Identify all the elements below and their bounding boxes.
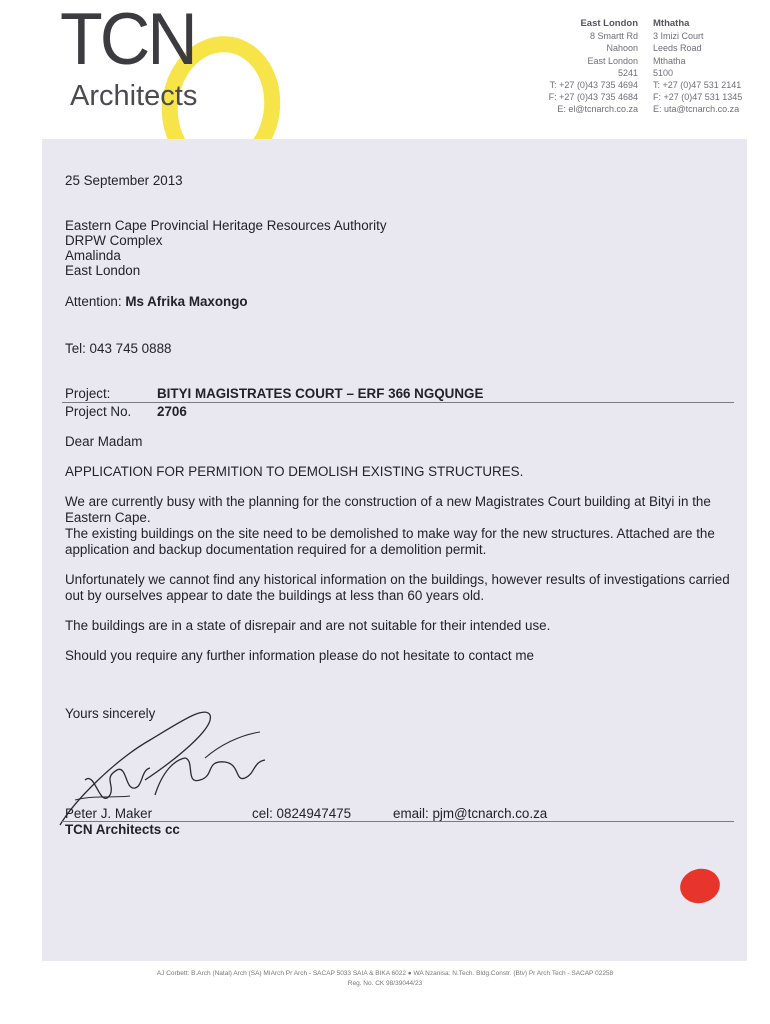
- footer-reg: Reg. No. CK 98/39044/23: [347, 980, 423, 987]
- recipient-line: Eastern Cape Provincial Heritage Resources Authority: [65, 218, 387, 233]
- mthatha-address: [653, 18, 753, 116]
- recipient-tel: Tel: 043 745 0888: [65, 341, 172, 356]
- phone-line: T: +27 (0)47 531 2141: [653, 80, 742, 91]
- project-no-label: Project No.: [65, 404, 132, 419]
- address-line: Mthatha: [653, 55, 686, 66]
- east-london-address: [540, 18, 638, 116]
- fax-line: F: +27 (0)43 735 4684: [548, 92, 638, 103]
- signer-cel: cel: 0824947475: [252, 806, 352, 821]
- project-number: 2706: [157, 404, 187, 419]
- recipient-line: Amalinda: [65, 248, 121, 263]
- body-paragraph: Unfortunately we cannot find any historical information on the buildings, however results of investigations carried out by ourselves appear to date the buildings at less than 60 years old.: [65, 572, 730, 603]
- project-rule: [62, 402, 734, 403]
- attention-label: Attention:: [65, 294, 122, 309]
- body-paragraph: The existing buildings on the site need to be demolished to make way for the new structures. Attached are the application and backup documentation required for a demolition permit.: [65, 526, 715, 557]
- address-line: Nahoon: [606, 43, 638, 54]
- signer-name: Peter J. Maker: [65, 806, 153, 821]
- attention-name: Ms Afrika Maxongo: [125, 294, 248, 309]
- recipient-line: DRPW Complex: [65, 233, 163, 248]
- address-line: East London: [587, 55, 638, 66]
- address-line: 3 Imizi Court: [653, 31, 704, 42]
- logo-tcn: TCN: [60, 0, 195, 80]
- email-line: E: uta@tcnarch.co.za: [653, 104, 740, 115]
- recipient-line: East London: [65, 263, 141, 278]
- project-label: Project:: [65, 386, 111, 401]
- east-london-heading: East London: [580, 18, 638, 29]
- body-paragraph: Should you require any further information please do not hesitate to contact me: [65, 648, 534, 663]
- address-line: 5241: [617, 67, 638, 78]
- body-paragraph: The buildings are in a state of disrepair and are not suitable for their intended use.: [65, 618, 551, 633]
- address-line: Leeds Road: [653, 43, 702, 54]
- address-line: 8 Smartt Rd: [589, 31, 638, 42]
- salutation: Dear Madam: [65, 434, 143, 449]
- logo-architects: Architects: [70, 80, 198, 112]
- letter-subject: APPLICATION FOR PERMITION TO DEMOLISH EXISTING STRUCTURES.: [65, 464, 524, 479]
- attention-line: [65, 294, 248, 310]
- email-line: E: el@tcnarch.co.za: [557, 104, 638, 115]
- closing: Yours sincerely: [65, 706, 156, 721]
- body-paragraph: We are currently busy with the planning for the construction of a new Magistrates Court building at Bityi in the Eastern Cape.: [65, 494, 711, 525]
- phone-line: T: +27 (0)43 735 4694: [549, 80, 638, 91]
- signer-company: TCN Architects cc: [65, 822, 180, 837]
- fax-line: F: +27 (0)47 531 1345: [653, 92, 743, 103]
- project-title: BITYI MAGISTRATES COURT – ERF 366 NGQUNGE: [157, 386, 484, 401]
- footer-line: AJ Corbett: B.Arch (Natal) Arch (SA) MIArch Pr Arch - SACAP 5033 SAIA & BIKA 6022 ● WA Nzanisa: N.Tech. Bldg.Constr. (Btv) Pr Arch Tech - SACAP 02258: [156, 970, 614, 977]
- mthatha-heading: Mthatha: [653, 18, 690, 29]
- letter-date: 25 September 2013: [65, 173, 183, 188]
- address-line: 5100: [653, 67, 674, 78]
- signer-email: email: pjm@tcnarch.co.za: [393, 806, 548, 821]
